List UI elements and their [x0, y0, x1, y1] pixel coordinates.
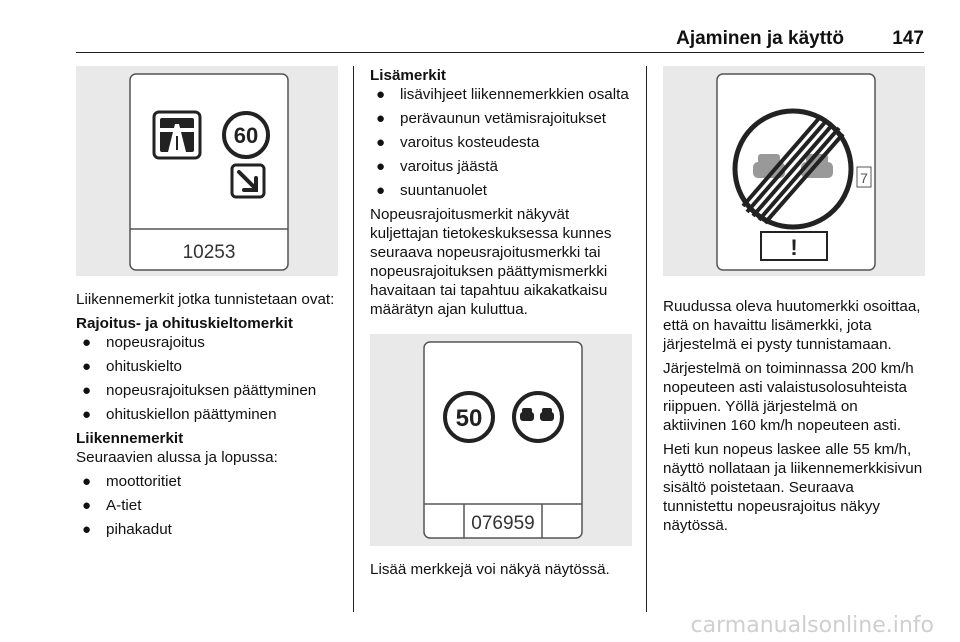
column-1 — [76, 290, 341, 544]
list-item: ● lisävihjeet liikennemerkkien osalta — [376, 86, 629, 103]
list-item: ● ohituskiellon päättyminen — [82, 406, 277, 423]
road-type-list — [76, 472, 341, 539]
page-number: 147 — [892, 28, 924, 49]
figure-speed-overtaking-signs — [370, 334, 632, 546]
figure-code: 076959 — [471, 513, 535, 534]
watermark: carmanualsonline.info — [690, 613, 934, 638]
section-heading-additional: Lisämerkit — [370, 67, 446, 84]
intro-text: Liikennemerkit jotka tunnistetaan ovat: — [76, 291, 335, 308]
list-item: ● varoitus jäästä — [376, 158, 498, 175]
side-mark: 7 — [860, 170, 868, 186]
list-item: ● nopeusrajoituksen päättyminen — [82, 382, 317, 399]
column-divider-2 — [646, 66, 647, 612]
header-title: Ajaminen ja käyttö — [676, 28, 844, 49]
exclamation-mark: ! — [790, 235, 798, 260]
figure-highway-sign-graphic — [76, 66, 338, 276]
paragraph: Järjestelmä on toiminnassa 200 km/h nopeuteen asti valaistusolosuhteista riippuen. Yöllä järjestelmä on aktiivinen 160 km/h nopeuteen asti. — [663, 360, 914, 434]
caption-text: Lisää merkkejä voi näkyä näytössä. — [370, 561, 610, 578]
list-item: ● ohituskielto — [82, 358, 182, 375]
list-item: ● suuntanuolet — [376, 182, 487, 199]
list-item: ● perävaunun vetämisrajoitukset — [376, 110, 606, 127]
restriction-list — [76, 333, 341, 424]
figure-code: 10253 — [182, 242, 236, 263]
paragraph: Ruudussa oleva huutomerkki osoittaa, että on havaittu lisämerkki, jota järjestelmä ei pysty tunnistamaan. — [663, 298, 921, 353]
paragraph: Heti kun nopeus laskee alle 55 km/h, näyttö nollataan ja liikennemerkkisivun sisältö poistetaan. Seuraava tunnistettu nopeusrajoitus näkyy näytössä. — [663, 441, 923, 534]
page-header — [76, 28, 924, 50]
paragraph: Nopeusrajoitusmerkit näkyvät kuljettajan tietokeskuksessa kunnes seuraava nopeusrajoitusmerkki tai nopeusrajoituksen päättymismerkki havaitaan tai tapahtuu aikakatkaisu määrätyn ajan kuluttua. — [370, 206, 612, 318]
figure-highway-sign — [76, 66, 338, 276]
list-item: ● varoitus kosteudesta — [376, 134, 540, 151]
figure-speed-overtaking-graphic — [370, 334, 632, 546]
figure-caption — [370, 560, 632, 584]
list-item: ● A-tiet — [82, 497, 142, 514]
column-3 — [663, 297, 925, 540]
figure-end-overtaking-graphic — [663, 66, 925, 276]
section-heading-traffic-signs: Liikennemerkit — [76, 430, 184, 447]
figure-end-overtaking-sign — [663, 66, 925, 276]
section-text: Seuraavien alussa ja lopussa: — [76, 449, 278, 466]
header-rule — [76, 52, 924, 53]
list-item: ● moottoritiet — [82, 473, 182, 490]
section-heading-restrictions: Rajoitus- ja ohituskieltomerkit — [76, 315, 293, 332]
list-item: ● pihakadut — [82, 521, 172, 538]
column-2 — [370, 66, 632, 324]
list-item: ● nopeusrajoitus — [82, 334, 205, 351]
speed-limit-value: 60 — [233, 123, 259, 148]
speed-limit-value: 50 — [455, 405, 483, 432]
column-divider-1 — [353, 66, 354, 612]
additional-signs-list — [370, 85, 632, 200]
